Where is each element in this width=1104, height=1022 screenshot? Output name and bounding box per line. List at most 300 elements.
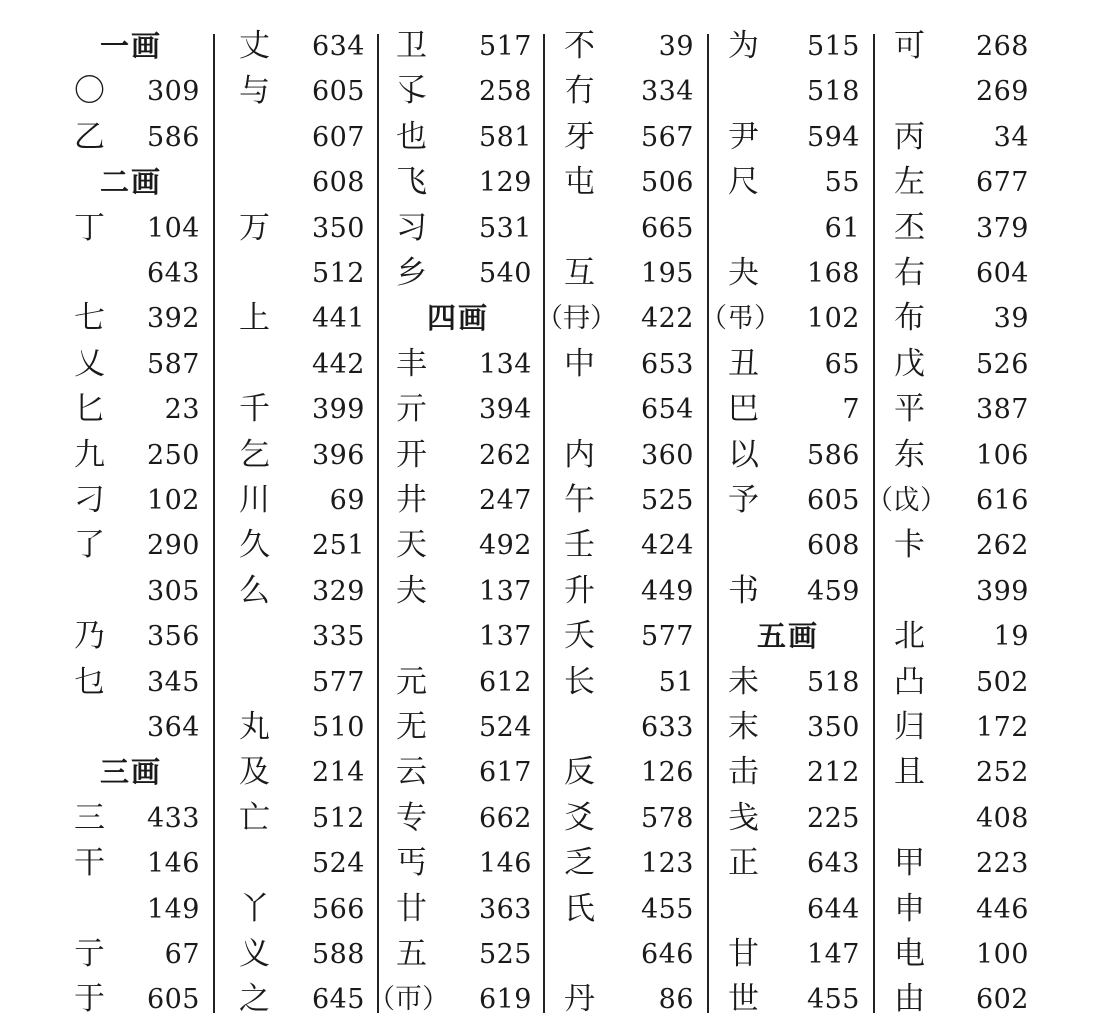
- entry-character: 及: [239, 754, 270, 791]
- entry-character: 万: [239, 209, 270, 246]
- entry-page-number: 510: [311, 712, 365, 743]
- entry-page-number: 526: [975, 348, 1029, 380]
- index-entry: [550, 523, 700, 568]
- index-entry: [714, 932, 866, 977]
- entry-page-number: 653: [640, 348, 694, 380]
- entry-character: （戉）: [866, 485, 947, 516]
- index-entry: [225, 342, 371, 387]
- entry-page-number: 251: [311, 530, 365, 562]
- entry-character: 〇: [74, 73, 105, 110]
- entry-character: 丁: [74, 209, 105, 246]
- entry-page-number: 422: [640, 303, 694, 335]
- index-entry: [60, 115, 206, 160]
- index-entry: [225, 478, 371, 523]
- entry-page-number: 517: [478, 31, 532, 62]
- index-entry: [225, 750, 371, 795]
- entry-character: 乞: [239, 436, 270, 473]
- index-column-4: [536, 24, 700, 1018]
- entry-character: 飞: [396, 164, 427, 201]
- entry-page-number: 446: [975, 893, 1029, 925]
- index-column-5: [700, 24, 866, 1018]
- index-entry: [700, 296, 866, 341]
- entry-page-number: 379: [975, 212, 1029, 244]
- entry-page-number: 577: [640, 621, 694, 653]
- entry-character: 干: [74, 845, 105, 882]
- entry-character: 午: [564, 482, 595, 518]
- entry-character: 乜: [74, 663, 105, 700]
- entry-page-number: 433: [146, 802, 200, 834]
- entry-page-number: 104: [146, 212, 200, 244]
- entry-page-number: 566: [311, 893, 365, 925]
- index-entry: [714, 115, 866, 160]
- index-entry: [382, 478, 538, 523]
- index-entry: [550, 569, 700, 614]
- entry-page-number: 252: [975, 757, 1029, 789]
- index-entry: [880, 251, 1035, 296]
- entry-character: 以: [728, 436, 759, 473]
- entry-page-number: 633: [640, 712, 694, 743]
- index-entry: [714, 387, 866, 432]
- entry-character: 互: [564, 255, 595, 291]
- index-column-3: [368, 24, 538, 1016]
- entry-character: 牙: [564, 118, 595, 155]
- entry-character: 左: [894, 164, 925, 201]
- index-entry: [225, 796, 371, 841]
- entry-character: 亡: [239, 799, 270, 836]
- entry-page-number: 399: [311, 394, 365, 426]
- index-column-1: [60, 24, 206, 1018]
- entry-character: 壬: [564, 527, 595, 564]
- entry-page-number: 518: [806, 666, 860, 698]
- entry-character: 布: [894, 300, 925, 337]
- entry-character: 川: [239, 482, 270, 518]
- column-divider: [707, 34, 709, 1013]
- entry-page-number: 662: [478, 802, 532, 834]
- index-entry: [880, 569, 1035, 614]
- index-entry: [225, 932, 371, 977]
- index-entry: [382, 433, 538, 478]
- entry-character: 氏: [564, 890, 595, 927]
- entry-page-number: 268: [975, 31, 1029, 62]
- index-entry: [714, 523, 866, 568]
- entry-character: 凸: [894, 663, 925, 700]
- index-entry: [550, 796, 700, 841]
- entry-character: 戊: [894, 345, 925, 382]
- index-entry: [880, 206, 1035, 251]
- entry-page-number: 102: [806, 303, 860, 335]
- entry-page-number: 646: [640, 939, 694, 970]
- entry-character: 夬: [728, 255, 759, 291]
- entry-character: 元: [396, 663, 427, 700]
- entry-page-number: 149: [146, 893, 200, 925]
- entry-character: 电: [894, 936, 925, 972]
- index-entry: [225, 614, 371, 659]
- entry-page-number: 172: [975, 712, 1029, 743]
- column-divider: [213, 34, 215, 1013]
- entry-character: 习: [396, 209, 427, 246]
- index-entry: [880, 614, 1035, 659]
- index-entry: [880, 160, 1035, 205]
- entry-character: 亓: [396, 391, 427, 428]
- entry-character: 予: [728, 482, 759, 518]
- entry-character: 末: [728, 709, 759, 745]
- index-entry: [714, 433, 866, 478]
- index-entry: [714, 251, 866, 296]
- entry-page-number: 424: [640, 530, 694, 562]
- entry-page-number: 225: [806, 802, 860, 834]
- entry-character: 廿: [396, 890, 427, 927]
- stroke-count-heading-row: [382, 296, 538, 341]
- index-entry: [714, 342, 866, 387]
- entry-character: 开: [396, 436, 427, 473]
- index-entry: [382, 206, 538, 251]
- entry-page-number: 645: [311, 984, 365, 1016]
- entry-page-number: 581: [478, 121, 532, 153]
- entry-page-number: 126: [640, 757, 694, 789]
- index-entry: [382, 387, 538, 432]
- entry-page-number: 540: [478, 258, 532, 289]
- index-entry: [714, 750, 866, 795]
- entry-page-number: 335: [311, 621, 365, 653]
- entry-page-number: 578: [640, 802, 694, 834]
- entry-page-number: 334: [640, 76, 694, 108]
- entry-character: 乡: [396, 255, 427, 291]
- index-entry: [368, 977, 538, 1022]
- entry-character: 了: [74, 527, 105, 564]
- index-entry: [382, 342, 538, 387]
- entry-page-number: 147: [806, 939, 860, 970]
- entry-character: 夭: [564, 618, 595, 655]
- index-entry: [225, 977, 371, 1022]
- entry-character: 乃: [74, 618, 105, 655]
- entry-page-number: 262: [975, 530, 1029, 562]
- index-entry: [880, 977, 1035, 1022]
- stroke-count-heading-row: [60, 750, 206, 795]
- entry-character: 长: [564, 663, 595, 700]
- index-entry: [550, 206, 700, 251]
- index-entry: [880, 296, 1035, 341]
- index-entry: [714, 660, 866, 705]
- entry-character: 正: [728, 845, 759, 882]
- entry-character: （冄）: [536, 303, 617, 335]
- stroke-count-heading: 一画: [99, 29, 162, 63]
- index-entry: [382, 750, 538, 795]
- entry-character: 之: [239, 981, 270, 1018]
- entry-page-number: 442: [311, 348, 365, 380]
- entry-character: 义: [239, 936, 270, 972]
- entry-character: 冇: [564, 73, 595, 110]
- entry-page-number: 605: [311, 76, 365, 108]
- entry-character: 云: [396, 754, 427, 791]
- entry-character: 乂: [74, 345, 105, 382]
- stroke-count-heading-row: [60, 24, 206, 69]
- entry-page-number: 100: [975, 939, 1029, 970]
- entry-page-number: 604: [975, 258, 1029, 289]
- index-entry: [714, 705, 866, 750]
- entry-character: 丙: [894, 118, 925, 155]
- entry-character: 归: [894, 709, 925, 745]
- index-entry: [225, 660, 371, 705]
- index-entry: [60, 796, 206, 841]
- entry-page-number: 363: [478, 893, 532, 925]
- index-entry: [880, 523, 1035, 568]
- entry-character: 五: [396, 936, 427, 972]
- index-entry: [60, 841, 206, 886]
- entry-page-number: 506: [640, 167, 694, 199]
- entry-page-number: 86: [658, 984, 694, 1016]
- stroke-count-heading: 二画: [99, 165, 162, 200]
- entry-character: 世: [728, 981, 759, 1018]
- entry-page-number: 449: [640, 575, 694, 607]
- index-entry: [382, 660, 538, 705]
- entry-page-number: 392: [146, 303, 200, 335]
- index-entry: [880, 750, 1035, 795]
- index-entry: [60, 433, 206, 478]
- entry-page-number: 654: [640, 394, 694, 426]
- index-entry: [880, 342, 1035, 387]
- entry-character: 不: [564, 28, 595, 64]
- index-entry: [550, 342, 700, 387]
- entry-character: 孓: [396, 73, 427, 110]
- entry-page-number: 146: [146, 848, 200, 880]
- column-divider: [543, 34, 545, 1013]
- entry-page-number: 262: [478, 439, 532, 471]
- index-entry: [225, 569, 371, 614]
- entry-page-number: 502: [975, 666, 1029, 698]
- index-entry: [382, 932, 538, 977]
- index-entry: [382, 705, 538, 750]
- entry-page-number: 512: [311, 258, 365, 289]
- entry-page-number: 518: [806, 76, 860, 108]
- index-entry: [382, 841, 538, 886]
- entry-character: 亍: [74, 936, 105, 972]
- entry-page-number: 588: [311, 939, 365, 970]
- entry-character: 东: [894, 436, 925, 473]
- entry-character: （帀）: [368, 984, 449, 1016]
- index-entry: [714, 69, 866, 114]
- entry-page-number: 290: [146, 530, 200, 562]
- entry-page-number: 396: [311, 439, 365, 471]
- index-entry: [550, 887, 700, 932]
- entry-page-number: 102: [146, 485, 200, 516]
- entry-page-number: 129: [478, 167, 532, 199]
- index-entry: [550, 977, 700, 1022]
- index-entry: [550, 705, 700, 750]
- entry-page-number: 19: [993, 621, 1029, 653]
- entry-page-number: 329: [311, 575, 365, 607]
- entry-character: 卡: [894, 527, 925, 564]
- index-entry: [225, 115, 371, 160]
- entry-page-number: 644: [806, 893, 860, 925]
- entry-page-number: 455: [640, 893, 694, 925]
- entry-character: 也: [396, 118, 427, 155]
- entry-page-number: 247: [478, 485, 532, 516]
- index-entry: [60, 342, 206, 387]
- entry-character: 刁: [74, 482, 105, 518]
- entry-page-number: 665: [640, 212, 694, 244]
- index-entry: [225, 24, 371, 69]
- entry-page-number: 408: [975, 802, 1029, 834]
- entry-character: 中: [564, 345, 595, 382]
- index-entry: [60, 206, 206, 251]
- index-entry: [550, 387, 700, 432]
- index-entry: [382, 523, 538, 568]
- index-entry: [382, 160, 538, 205]
- index-entry: [60, 251, 206, 296]
- index-entry: [225, 296, 371, 341]
- entry-character: 天: [396, 527, 427, 564]
- entry-character: 三: [74, 799, 105, 836]
- entry-page-number: 459: [806, 575, 860, 607]
- entry-page-number: 643: [146, 258, 200, 289]
- index-entry: [550, 660, 700, 705]
- index-entry: [714, 796, 866, 841]
- entry-character: 巴: [728, 391, 759, 428]
- entry-page-number: 350: [311, 212, 365, 244]
- stroke-count-heading: 三画: [99, 755, 162, 790]
- entry-character: 升: [564, 572, 595, 609]
- index-entry: [60, 977, 206, 1022]
- entry-character: 乏: [564, 845, 595, 882]
- entry-character: 书: [728, 572, 759, 609]
- entry-page-number: 345: [146, 666, 200, 698]
- index-entry: [880, 115, 1035, 160]
- entry-character: 久: [239, 527, 270, 564]
- entry-page-number: 123: [640, 848, 694, 880]
- entry-page-number: 39: [658, 31, 694, 62]
- entry-page-number: 515: [806, 31, 860, 62]
- entry-page-number: 305: [146, 575, 200, 607]
- entry-page-number: 608: [806, 530, 860, 562]
- entry-character: 夫: [396, 572, 427, 609]
- index-entry: [536, 296, 700, 341]
- entry-page-number: 602: [975, 984, 1029, 1016]
- entry-page-number: 586: [806, 439, 860, 471]
- entry-page-number: 134: [478, 348, 532, 380]
- index-entry: [550, 160, 700, 205]
- index-entry: [382, 614, 538, 659]
- index-entry: [60, 614, 206, 659]
- entry-character: 右: [894, 255, 925, 291]
- index-entry: [550, 433, 700, 478]
- index-entry: [880, 69, 1035, 114]
- entry-character: 于: [74, 981, 105, 1018]
- entry-character: 七: [74, 300, 105, 337]
- entry-page-number: 525: [640, 485, 694, 516]
- entry-character: 甲: [894, 845, 925, 882]
- entry-character: 由: [894, 981, 925, 1018]
- index-entry: [550, 115, 700, 160]
- index-entry: [60, 387, 206, 432]
- entry-character: 专: [396, 799, 427, 836]
- entry-page-number: 586: [146, 121, 200, 153]
- index-entry: [382, 115, 538, 160]
- entry-character: 反: [564, 754, 595, 791]
- index-column-2: [225, 24, 371, 1018]
- index-entry: [880, 841, 1035, 886]
- entry-page-number: 525: [478, 939, 532, 970]
- stroke-count-heading: 五画: [756, 619, 819, 654]
- entry-page-number: 67: [164, 939, 200, 970]
- entry-page-number: 51: [658, 666, 694, 698]
- entry-page-number: 605: [806, 485, 860, 516]
- entry-page-number: 7: [842, 394, 860, 426]
- entry-page-number: 195: [640, 258, 694, 289]
- index-entry: [225, 387, 371, 432]
- entry-character: 卫: [396, 28, 427, 64]
- entry-page-number: 250: [146, 439, 200, 471]
- entry-page-number: 258: [478, 76, 532, 108]
- index-entry: [60, 932, 206, 977]
- entry-character: 爻: [564, 799, 595, 836]
- index-entry: [225, 69, 371, 114]
- entry-character: 匕: [74, 391, 105, 428]
- index-entry: [550, 478, 700, 523]
- entry-character: 上: [239, 300, 270, 337]
- index-column-6: [866, 24, 1035, 1018]
- entry-page-number: 492: [478, 530, 532, 562]
- entry-character: 乙: [74, 118, 105, 155]
- index-entry: [60, 569, 206, 614]
- entry-character: 丐: [396, 845, 427, 882]
- entry-page-number: 587: [146, 348, 200, 380]
- entry-character: （弔）: [700, 303, 781, 335]
- entry-page-number: 34: [993, 121, 1029, 153]
- index-entry: [60, 660, 206, 705]
- entry-page-number: 605: [146, 984, 200, 1016]
- entry-page-number: 137: [478, 575, 532, 607]
- entry-character: 平: [894, 391, 925, 428]
- index-entry: [382, 69, 538, 114]
- index-entry: [60, 523, 206, 568]
- index-entry: [714, 887, 866, 932]
- entry-page-number: 524: [311, 848, 365, 880]
- entry-character: 且: [894, 754, 925, 791]
- entry-character: 可: [894, 28, 925, 64]
- entry-page-number: 168: [806, 258, 860, 289]
- index-entry: [225, 887, 371, 932]
- entry-page-number: 634: [311, 31, 365, 62]
- entry-page-number: 643: [806, 848, 860, 880]
- index-entry: [225, 251, 371, 296]
- index-entry: [880, 887, 1035, 932]
- entry-page-number: 23: [164, 394, 200, 426]
- index-entry: [225, 206, 371, 251]
- index-entry: [225, 160, 371, 205]
- entry-page-number: 394: [478, 394, 532, 426]
- index-entry: [880, 660, 1035, 705]
- entry-page-number: 387: [975, 394, 1029, 426]
- index-entry: [382, 887, 538, 932]
- entry-character: 申: [894, 890, 925, 927]
- entry-character: 丸: [239, 709, 270, 745]
- entry-page-number: 531: [478, 212, 532, 244]
- index-entry: [880, 796, 1035, 841]
- entry-character: 丕: [894, 209, 925, 246]
- entry-character: 井: [396, 482, 427, 518]
- entry-character: 未: [728, 663, 759, 700]
- entry-page-number: 360: [640, 439, 694, 471]
- index-entry: [880, 433, 1035, 478]
- index-entry: [225, 523, 371, 568]
- index-entry: [382, 796, 538, 841]
- index-entry: [550, 251, 700, 296]
- entry-page-number: 594: [806, 121, 860, 153]
- entry-character: 丈: [239, 28, 270, 64]
- index-entry: [382, 569, 538, 614]
- entry-page-number: 619: [478, 984, 532, 1016]
- index-entry: [60, 69, 206, 114]
